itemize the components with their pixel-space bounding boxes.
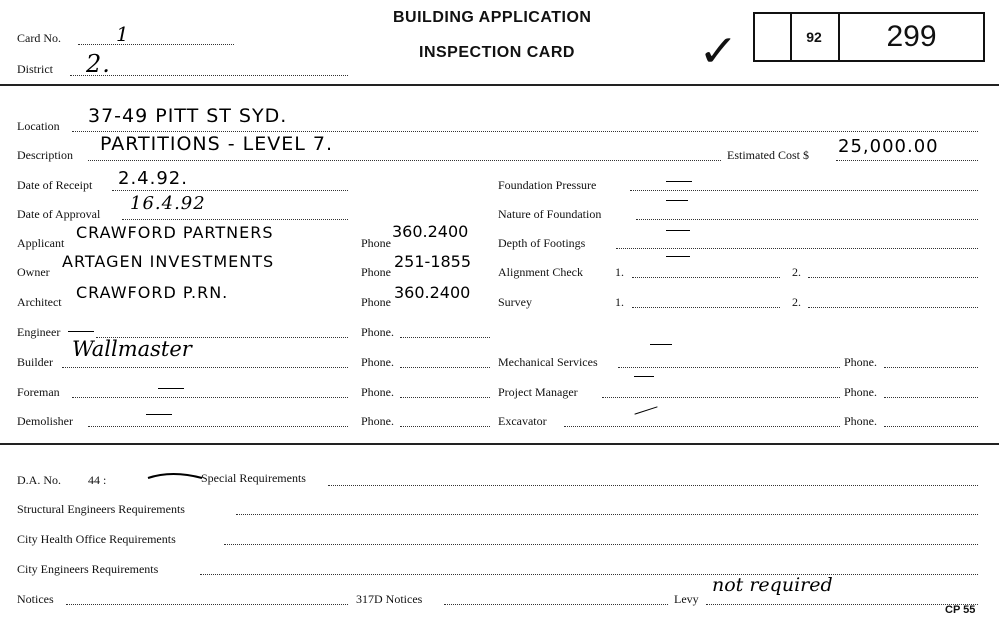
applicant-phone-label: Phone bbox=[361, 236, 391, 250]
form-title-line2: INSPECTION CARD bbox=[419, 44, 575, 61]
description-label: Description bbox=[17, 148, 73, 162]
owner-value: ARTAGEN INVESTMENTS bbox=[62, 252, 275, 271]
excavator-label: Excavator bbox=[498, 414, 547, 428]
city-health-label: City Health Office Requirements bbox=[17, 532, 176, 546]
builder-value: Wallmaster bbox=[72, 337, 192, 361]
depth-footings-dash bbox=[666, 230, 690, 231]
owner-phone: 251-1855 bbox=[394, 252, 472, 271]
date-approval-label: Date of Approval bbox=[17, 207, 101, 221]
foundation-pressure-dash bbox=[666, 181, 692, 182]
foundation-pressure-label: Foundation Pressure bbox=[498, 178, 597, 192]
project-manager-phone-label: Phone. bbox=[844, 385, 877, 399]
levy-label: Levy bbox=[674, 592, 699, 606]
date-receipt-label: Date of Receipt bbox=[17, 178, 93, 192]
applicant-value: CRAWFORD PARTNERS bbox=[76, 223, 274, 242]
form-code: CP 55 bbox=[945, 604, 976, 616]
applicant-phone: 360.2400 bbox=[392, 222, 469, 241]
da-no-label: D.A. No. bbox=[17, 473, 61, 487]
levy-value: not required bbox=[712, 574, 833, 596]
project-manager-label: Project Manager bbox=[498, 385, 578, 399]
mechanical-phone-label: Phone. bbox=[844, 355, 877, 369]
project-manager-dash bbox=[634, 376, 654, 377]
da-no-value: 44 : bbox=[88, 473, 107, 487]
demolisher-label: Demolisher bbox=[17, 414, 73, 428]
nature-foundation-dash bbox=[666, 200, 688, 201]
foreman-label: Foreman bbox=[17, 385, 60, 399]
check-mark-icon: ✓ bbox=[698, 26, 739, 77]
demolisher-dash bbox=[146, 414, 172, 415]
excavator-phone-label: Phone. bbox=[844, 414, 877, 428]
header-divider bbox=[0, 84, 999, 86]
card-no-line bbox=[78, 44, 234, 45]
nature-foundation-label: Nature of Foundation bbox=[498, 207, 602, 221]
architect-phone-label: Phone bbox=[361, 295, 391, 309]
card-no-value: 1 bbox=[116, 22, 130, 46]
notices-317d-label: 317D Notices bbox=[356, 592, 423, 606]
engineer-label: Engineer bbox=[17, 325, 61, 339]
estimated-cost-label: Estimated Cost $ bbox=[727, 148, 809, 162]
city-engineers-label: City Engineers Requirements bbox=[17, 562, 159, 576]
alignment-check-label: Alignment Check bbox=[498, 265, 583, 279]
builder-label: Builder bbox=[17, 355, 53, 369]
foreman-phone-label: Phone. bbox=[361, 385, 394, 399]
location-value: 37-49 PITT ST SYD. bbox=[88, 105, 288, 127]
date-receipt-value: 2.4.92. bbox=[118, 168, 188, 189]
district-value: 2. bbox=[86, 50, 111, 78]
alignment-check-dash bbox=[666, 256, 690, 257]
applicant-label: Applicant bbox=[17, 236, 65, 250]
form-title-line1: BUILDING APPLICATION bbox=[393, 9, 592, 26]
survey-label: Survey bbox=[498, 295, 532, 309]
mechanical-services-dash bbox=[650, 344, 672, 345]
mechanical-services-label: Mechanical Services bbox=[498, 355, 598, 369]
excavator-dash bbox=[634, 406, 657, 414]
special-requirements-label: Special Requirements bbox=[201, 471, 306, 485]
card-number: 299 bbox=[886, 20, 937, 53]
section-divider bbox=[0, 443, 999, 445]
builder-phone-label: Phone. bbox=[361, 355, 394, 369]
demolisher-phone-label: Phone. bbox=[361, 414, 394, 428]
architect-phone: 360.2400 bbox=[394, 283, 471, 302]
depth-footings-label: Depth of Footings bbox=[498, 236, 586, 250]
owner-label: Owner bbox=[17, 265, 50, 279]
location-label: Location bbox=[17, 119, 60, 133]
district-label: District bbox=[17, 62, 53, 76]
architect-value: CRAWFORD P.RN. bbox=[76, 283, 229, 302]
card-no-label: Card No. bbox=[17, 31, 61, 45]
engineer-dash bbox=[68, 331, 94, 332]
notices-label: Notices bbox=[17, 592, 54, 606]
estimated-cost-value: 25,000.00 bbox=[838, 136, 939, 157]
card-year: 92 bbox=[806, 29, 822, 45]
engineer-phone-label: Phone. bbox=[361, 325, 394, 339]
owner-phone-label: Phone bbox=[361, 265, 391, 279]
structural-engineers-label: Structural Engineers Requirements bbox=[17, 502, 185, 516]
da-scribble bbox=[146, 468, 206, 484]
description-value: PARTITIONS - LEVEL 7. bbox=[100, 133, 333, 155]
date-approval-value: 16.4.92 bbox=[130, 193, 206, 214]
architect-label: Architect bbox=[17, 295, 62, 309]
foreman-dash bbox=[158, 388, 184, 389]
district-line bbox=[70, 75, 348, 76]
